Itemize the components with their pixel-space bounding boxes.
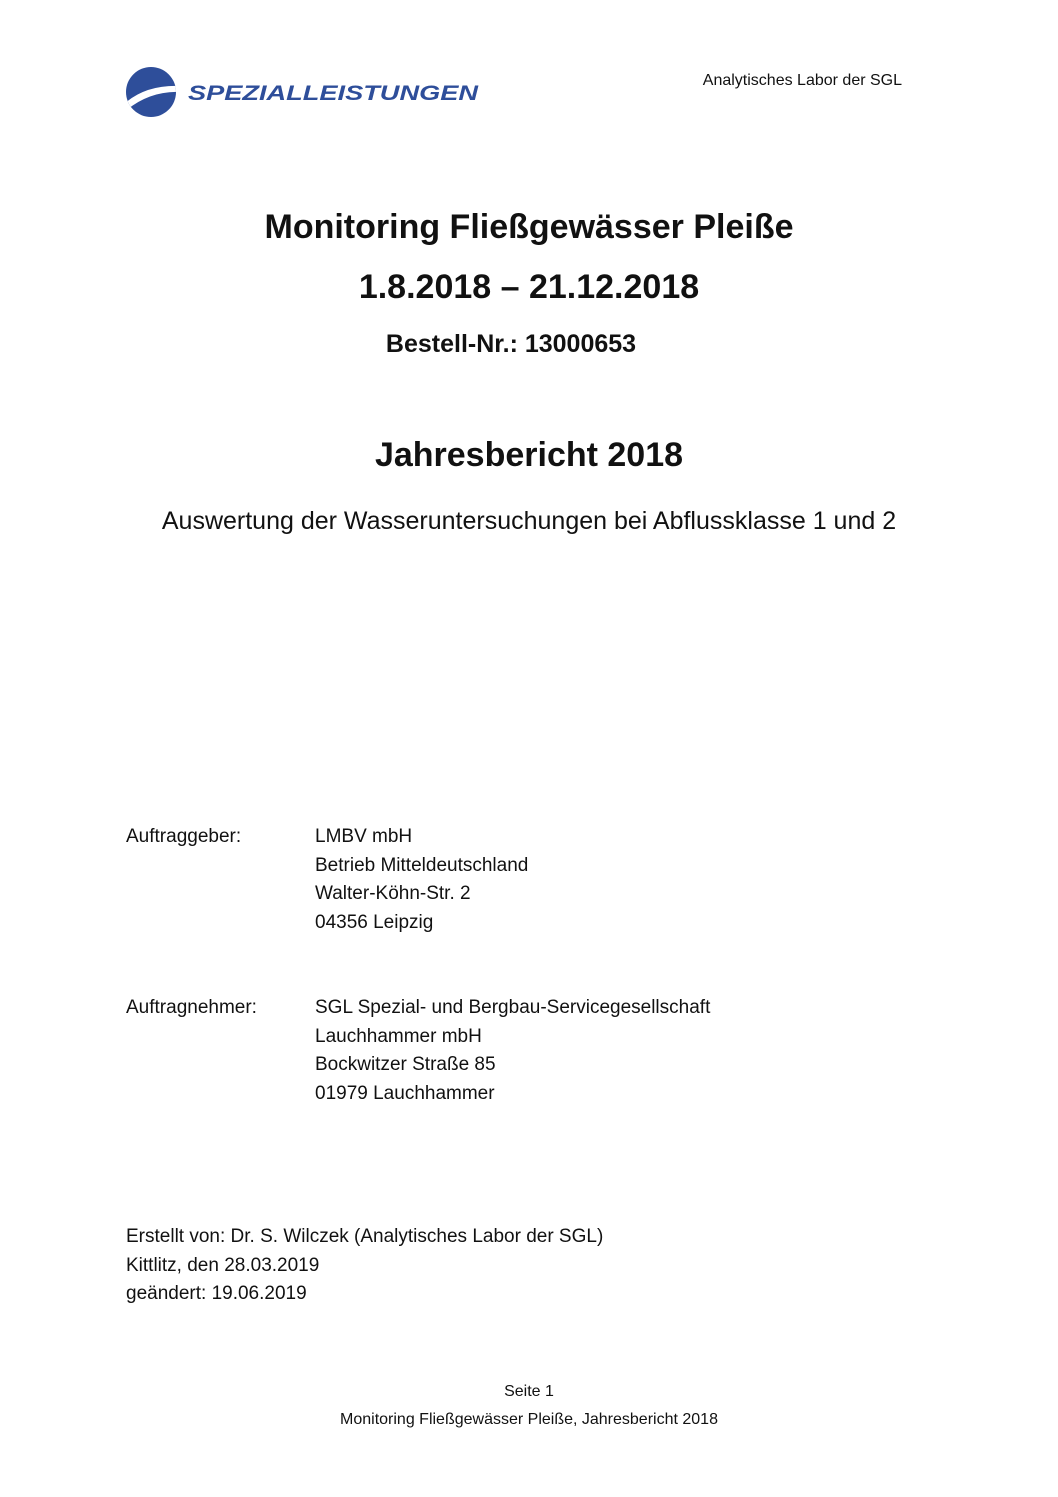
contractor-address (315, 994, 710, 1108)
contractor-line: Lauchhammer mbH (315, 1025, 482, 1047)
place-date-line: Kittlitz, den 28.03.2019 (126, 1254, 320, 1276)
client-label: Auftraggeber: (126, 826, 242, 847)
client-address (315, 823, 528, 937)
client-line: Betrieb Mitteldeutschland (315, 854, 529, 876)
report-subtitle: Auswertung der Wasseruntersuchungen bei Abflussklasse 1 und 2 (161, 507, 897, 535)
contractor-line: Bockwitzer Straße 85 (315, 1054, 496, 1075)
page-number: Seite 1 (504, 1383, 554, 1400)
footer-document-title: Monitoring Fließgewässer Pleiße, Jahresbericht 2018 (340, 1411, 718, 1428)
header-lab-name: Analytisches Labor der SGL (702, 72, 902, 89)
changed-line: geändert: 19.06.2019 (126, 1283, 307, 1304)
client-line: Walter-Köhn-Str. 2 (315, 883, 471, 904)
report-title: Jahresbericht 2018 (374, 436, 684, 474)
company-logo (126, 66, 486, 120)
client-line: 04356 Leipzig (315, 911, 434, 933)
logo-wordmark: SPEZIALLEISTUNGEN (188, 82, 480, 105)
document-meta (126, 1223, 603, 1309)
client-line: LMBV mbH (315, 826, 413, 847)
date-range: 1.8.2018 – 21.12.2018 (358, 268, 700, 306)
contractor-label: Auftragnehmer: (126, 997, 257, 1018)
order-number: Bestell-Nr.: 13000653 (385, 330, 637, 358)
document-title: Monitoring Fließgewässer Pleiße (264, 208, 794, 246)
contractor-line: 01979 Lauchhammer (315, 1082, 495, 1104)
contractor-line: SGL Spezial- und Bergbau-Servicegesellschaft (315, 997, 711, 1018)
author-line: Erstellt von: Dr. S. Wilczek (Analytisches Labor der SGL) (126, 1226, 604, 1247)
